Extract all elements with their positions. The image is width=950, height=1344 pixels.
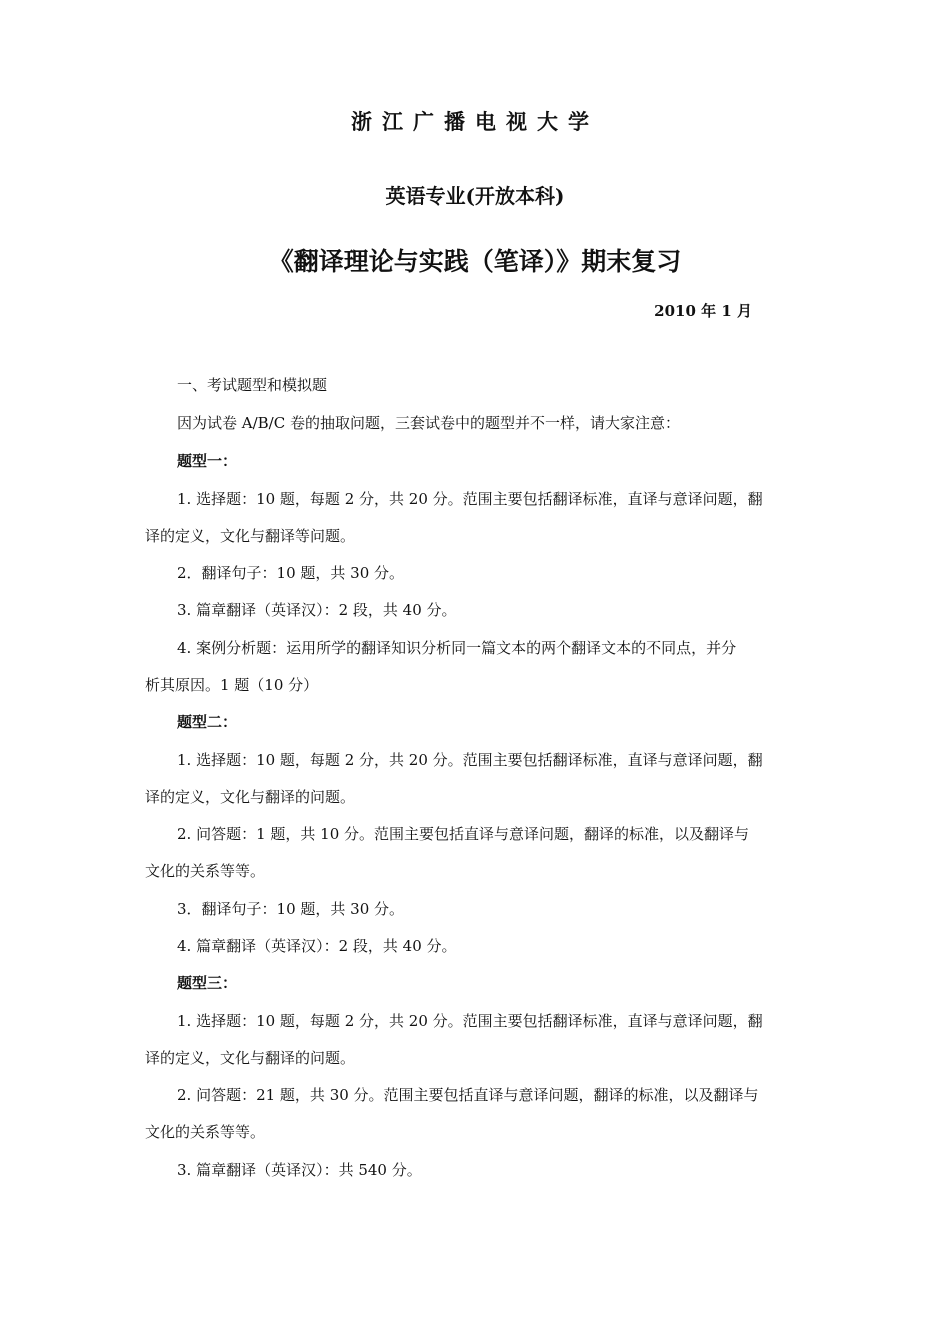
type1-item1-line1: 1. 选择题：10 题，每题 2 分，共 20 分。范围主要包括翻译标准，直译与意译问题，翻	[177, 490, 763, 508]
type3-item3: 3. 篇章翻译（英译汉）：共 540 分。	[177, 1161, 422, 1179]
type3-item1-line1: 1. 选择题：10 题，每题 2 分，共 20 分。范围主要包括翻译标准，直译与意译问题，翻	[177, 1012, 763, 1030]
type2-item2-line1: 2. 问答题：1 题，共 10 分。范围主要包括直译与意译问题，翻译的标准，以及翻译与	[177, 825, 750, 843]
type1-item4-line2: 析其原因。1 题（10 分）	[145, 676, 319, 694]
section-note: 因为试卷 A/B/C 卷的抽取问题，三套试卷中的题型并不一样，请大家注意：	[177, 414, 680, 432]
type2-item4: 4. 篇章翻译（英译汉）：2 段，共 40 分。	[177, 937, 457, 955]
type2-item1-line1: 1. 选择题：10 题，每题 2 分，共 20 分。范围主要包括翻译标准，直译与意译问题，翻	[177, 751, 763, 769]
type3-item2-line1: 2. 问答题：21 题，共 30 分。范围主要包括直译与意译问题，翻译的标准，以及翻译与	[177, 1086, 759, 1104]
type1-item4-line1: 4. 案例分析题：运用所学的翻译知识分析同一篇文本的两个翻译文本的不同点，并分	[177, 639, 737, 657]
type1-item2: 2．翻译句子：10 题，共 30 分。	[177, 564, 405, 582]
type1-item3: 3. 篇章翻译（英译汉）：2 段，共 40 分。	[177, 601, 457, 619]
type1-item1-line2: 译的定义，文化与翻译等问题。	[145, 527, 356, 545]
university-title: 浙江广播电视大学	[351, 109, 599, 134]
type3-label: 题型三：	[177, 974, 238, 992]
document-date: 2010 年 1 月	[654, 302, 752, 320]
type2-item3: 3．翻译句子：10 题，共 30 分。	[177, 900, 405, 918]
program-subtitle: 英语专业(开放本科)	[385, 184, 565, 208]
course-title: 《翻译理论与实践（笔译）》期末复习	[268, 247, 682, 276]
type2-item1-line2: 译的定义，文化与翻译的问题。	[145, 788, 356, 806]
type2-label: 题型二：	[177, 713, 238, 731]
type1-label: 题型一：	[177, 452, 238, 470]
type3-item2-line2: 文化的关系等等。	[145, 1123, 266, 1141]
section-heading: 一、考试题型和模拟题	[177, 376, 328, 394]
type3-item1-line2: 译的定义，文化与翻译的问题。	[145, 1049, 356, 1067]
type2-item2-line2: 文化的关系等等。	[145, 862, 266, 880]
